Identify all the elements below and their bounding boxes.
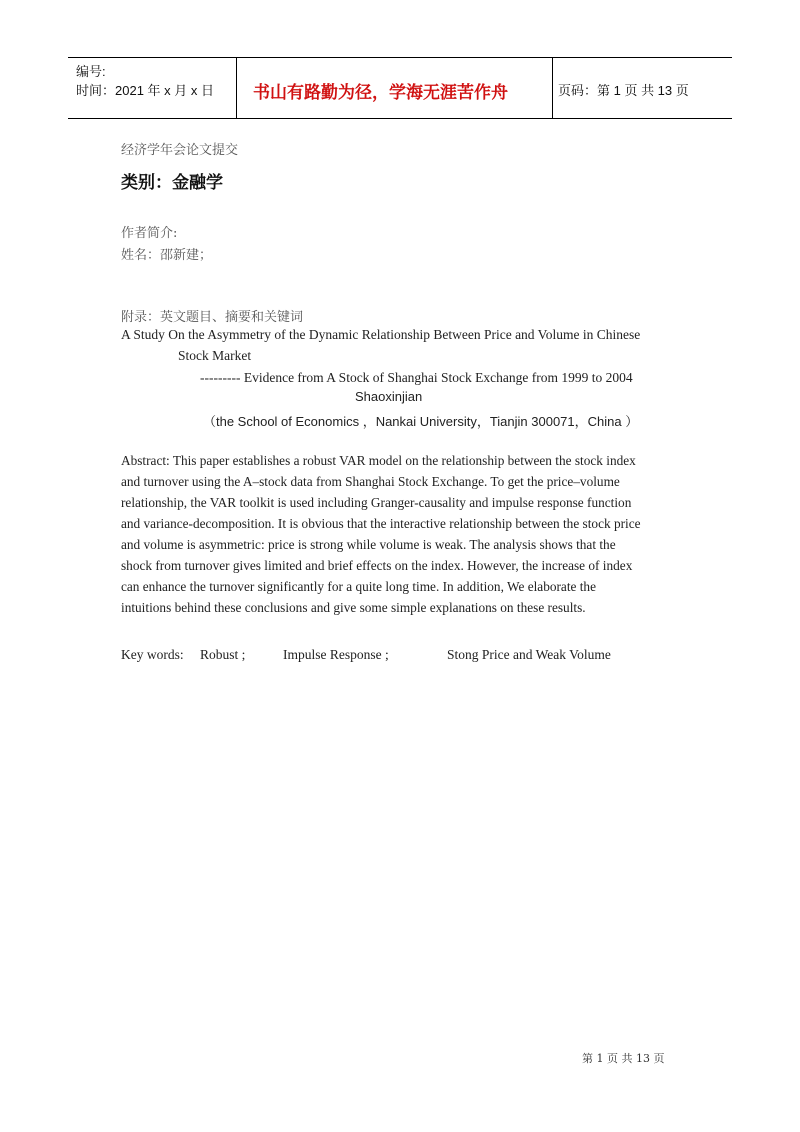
abstract-line: intuitions behind these conclusions and give some simple explanations on these results.	[121, 600, 586, 615]
abstract	[121, 450, 681, 618]
header-motto-cell	[236, 58, 553, 118]
author-name: 姓名：邵新建；	[121, 248, 213, 263]
english-title-line-1: A Study On the Asymmetry of the Dynamic Relationship Between Price and Volume in Chinese	[121, 327, 641, 342]
category-heading: 类别：金融学	[121, 173, 223, 193]
appendix-label: 附录：英文题目、摘要和关键词	[121, 310, 304, 325]
keyword-3: Stong Price and Weak Volume	[447, 647, 611, 662]
motto: 书山有路勤为径，学海无涯苦作舟	[253, 83, 508, 103]
header-left-cell	[68, 58, 236, 118]
english-subtitle: --------- Evidence from A Stock of Shanghai Stock Exchange from 1999 to 2004	[200, 370, 633, 385]
abstract-line: and volume is asymmetric: price is strong while volume is weak. The analysis shows that the	[121, 537, 616, 552]
time-label: 时间：2021 年 x 月 x 日	[76, 83, 214, 98]
footer-page-number: 第 1 页 共 13 页	[582, 1052, 665, 1065]
english-author: Shaoxinjian	[355, 389, 423, 404]
header-page-info: 页码：第 1 页 共 13 页	[558, 83, 689, 98]
abstract-line: shock from turnover gives limited and brief effects on the index. However, the increase of index	[121, 558, 633, 573]
keywords-label: Key words:	[121, 647, 184, 662]
header-page-cell	[552, 58, 732, 118]
abstract-line: can enhance the turnover significantly for a quite long time. In addition, We elaborate the	[121, 579, 596, 594]
abstract-line: and turnover using the A–stock data from Shanghai Stock Exchange. To get the price–volume	[121, 474, 620, 489]
keyword-2: Impulse Response ;	[283, 647, 389, 662]
english-affiliation: （the School of Economics ，Nankai University，Tianjin 300071，China ）	[203, 414, 639, 429]
number-label: 编号:	[76, 64, 106, 79]
keyword-1: Robust ;	[200, 647, 246, 662]
english-title-line-2: Stock Market	[178, 348, 252, 363]
abstract-line: and variance-decomposition. It is obvious that the interactive relationship between the stock price	[121, 516, 641, 531]
page-header	[68, 57, 732, 119]
abstract-line: relationship, the VAR toolkit is used including Granger-causality and impulse response function	[121, 495, 632, 510]
author-intro-label: 作者简介:	[121, 226, 178, 241]
submission-label: 经济学年会论文提交	[121, 143, 239, 158]
abstract-line: Abstract: This paper establishes a robust VAR model on the relationship between the stock index	[121, 453, 636, 468]
